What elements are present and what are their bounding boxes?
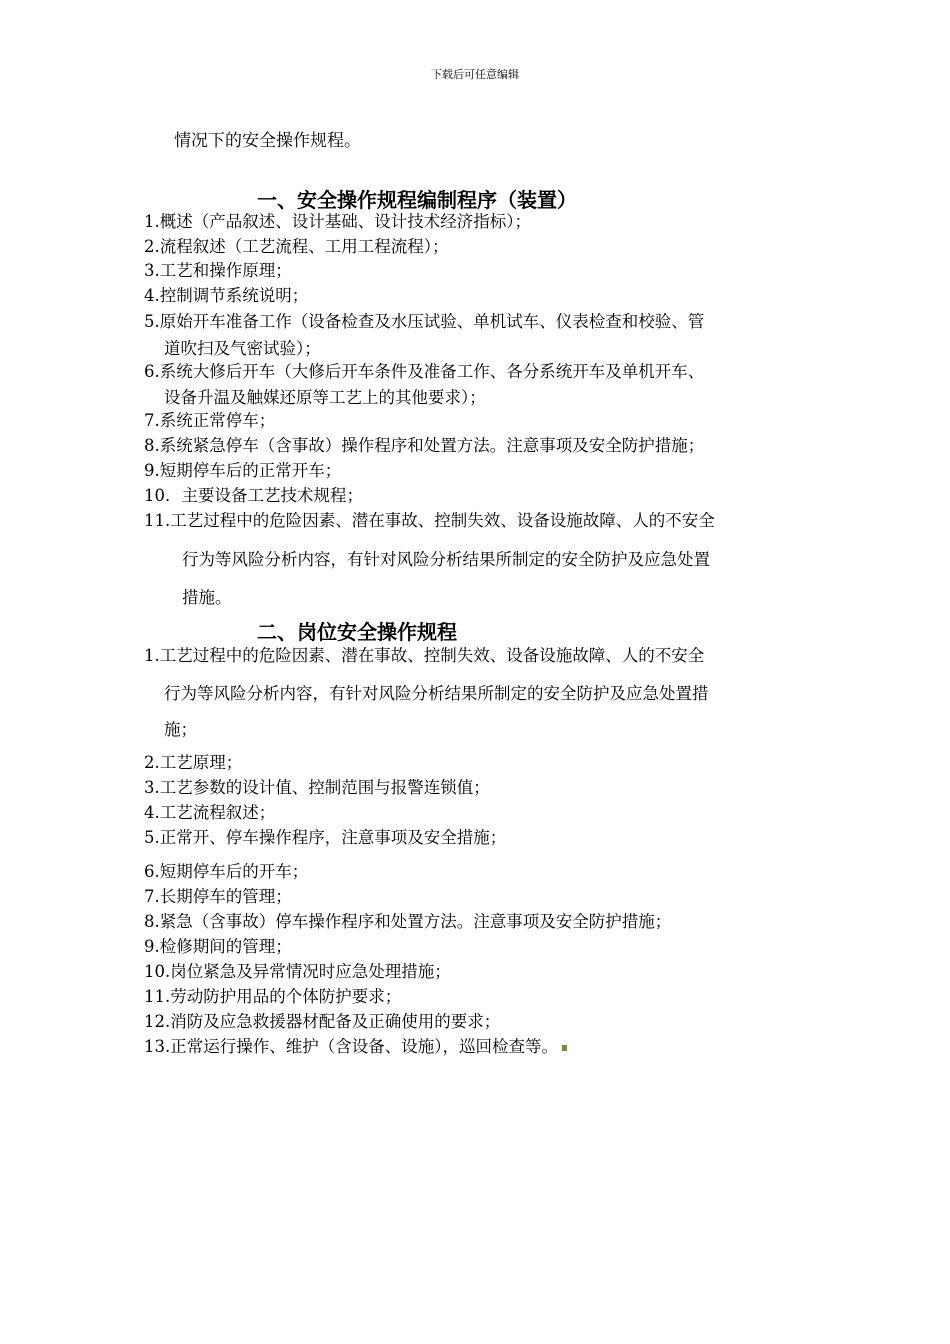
lead-text: 情况下的安全操作规程。 (174, 131, 361, 151)
list-item: 5.原始开车准备工作（设备检查及水压试验、单机试车、仪表检查和校验、管 (144, 312, 705, 331)
list-item: 8.紧急（含事故）停车操作程序和处置方法。注意事项及安全防护措施； (144, 912, 672, 931)
list-item: 8.系统紧急停车（含事故）操作程序和处置方法。注意事项及安全防护措施； (144, 436, 705, 455)
list-item: 12.消防及应急救援器材配备及正确使用的要求； (144, 1012, 501, 1031)
list-item-continuation: 道吹扫及气密试验）； (164, 339, 321, 358)
list-item: 9.检修期间的管理； (144, 937, 292, 956)
list-item: 3.工艺和操作原理； (144, 261, 292, 280)
list-item-text: 13.正常运行操作、维护（含设备、设施），巡回检查等。 (144, 1037, 558, 1056)
list-item: 5.正常开、停车操作程序，注意事项及安全措施； (144, 828, 507, 847)
list-item-continuation: 设备升温及触媒还原等工艺上的其他要求）； (164, 388, 486, 407)
list-item-continuation: 施； (164, 720, 197, 739)
list-item-continuation: 措施。 (182, 588, 232, 607)
list-item: 4.工艺流程叙述； (144, 803, 276, 822)
list-item: 11.劳动防护用品的个体防护要求； (144, 987, 402, 1006)
list-item: 10.岗位紧急及异常情况时应急处理措施； (144, 962, 451, 981)
list-item-continuation: 行为等风险分析内容，有针对风险分析结果所制定的安全防护及应急处置 (182, 550, 710, 569)
section1-title: 一、安全操作规程编制程序（装置） (257, 188, 577, 212)
list-item: 4.控制调节系统说明； (144, 286, 309, 305)
list-item: 6.短期停车后的开车； (144, 862, 309, 881)
list-item: 7.系统正常停车； (144, 411, 276, 430)
list-item: 7.长期停车的管理； (144, 887, 292, 906)
list-item: 1.工艺过程中的危险因素、潜在事故、控制失效、设备设施故障、人的不安全 (144, 646, 705, 665)
list-item: 1.概述（产品叙述、设计基础、设计技术经济指标）； (144, 212, 531, 231)
list-item-continuation: 行为等风险分析内容，有针对风险分析结果所制定的安全防护及应急处置措 (164, 684, 709, 703)
end-mark-icon (562, 1045, 567, 1051)
list-item: 9.短期停车后的正常开车； (144, 461, 342, 480)
page-header: 下载后可任意编辑 (431, 68, 519, 81)
list-item: 6.系统大修后开车（大修后开车条件及准备工作、各分系统开车及单机开车、 (144, 362, 705, 381)
list-item: 11.工艺过程中的危险因素、潜在事故、控制失效、设备设施故障、人的不安全 (144, 511, 715, 530)
list-item-last (144, 1035, 814, 1059)
list-item: 2.工艺原理； (144, 753, 243, 772)
section2-title: 二、岗位安全操作规程 (257, 620, 457, 644)
list-item: 2.流程叙述（工艺流程、工用工程流程）； (144, 237, 449, 256)
list-item: 10．主要设备工艺技术规程； (144, 486, 363, 505)
list-item: 3.工艺参数的设计值、控制范围与报警连锁值； (144, 778, 490, 797)
